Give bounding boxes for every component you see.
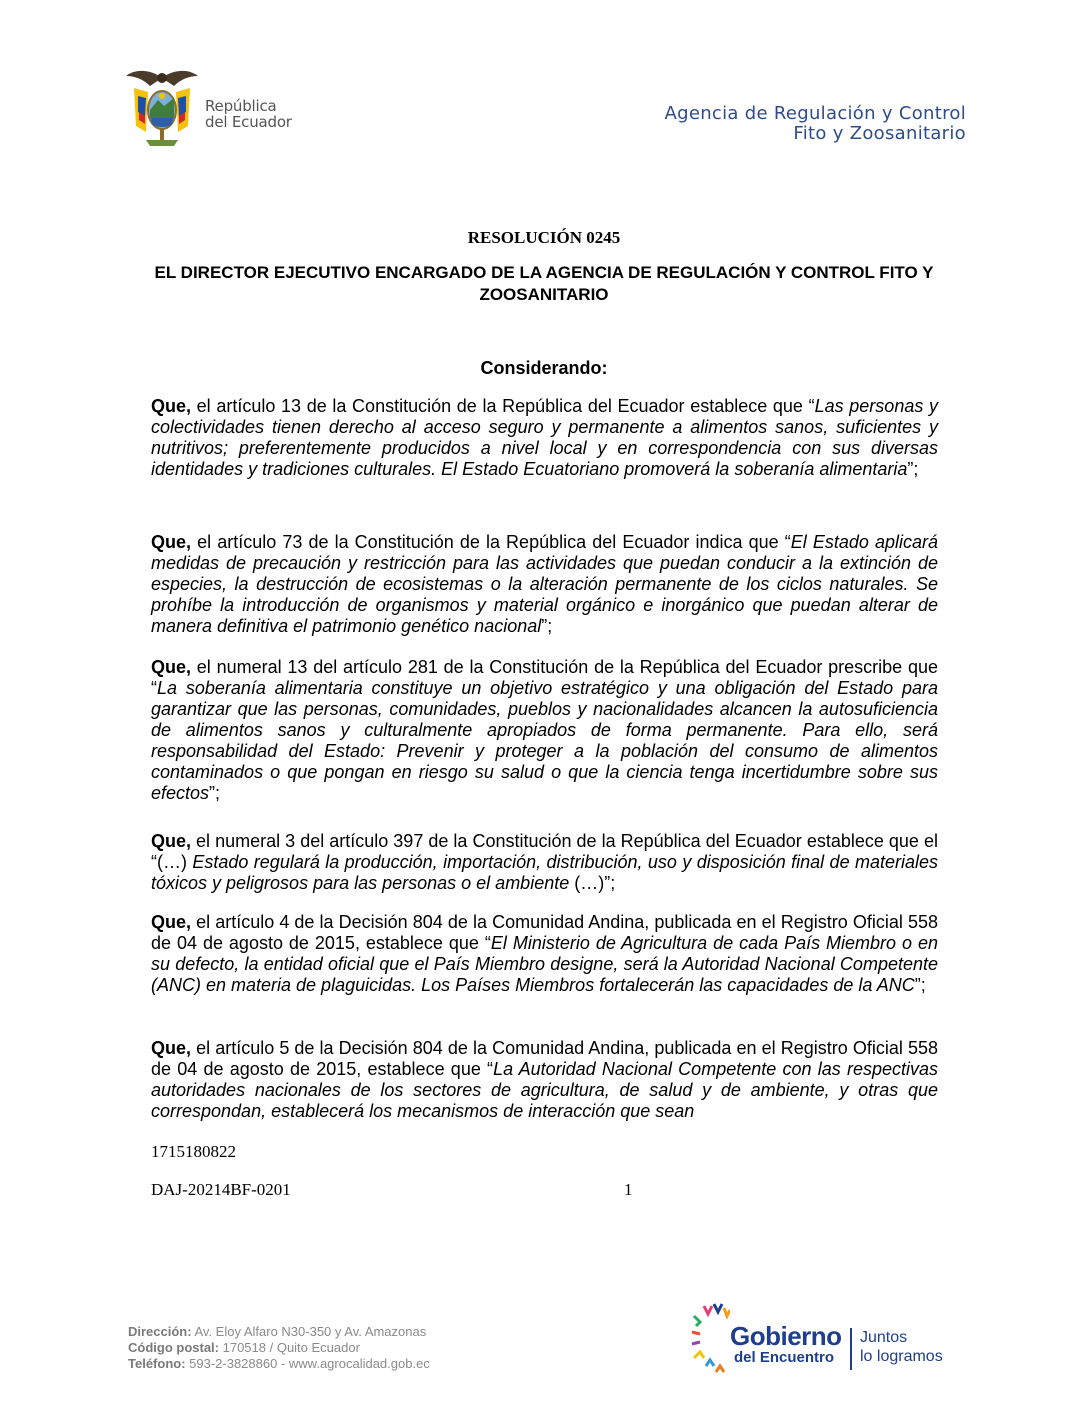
que-lead: Que,: [151, 657, 192, 677]
paragraph-text: el artículo 13 de la Constitución de la República del Ecuador establece que “: [191, 396, 815, 416]
republic-line2: del Ecuador: [205, 113, 292, 131]
paragraph-quote: El Estado aplicará medidas de precaución y restricción para las actividades que puedan conducir a la extinción de especies, la destrucción de ecosistemas o la alteración permanente de los ciclos naturales. Se prohíbe la introducción de organismos y material orgánico e inorgánico que puedan alterar de manera definitiva el patrimonio genético nacional: [151, 532, 938, 636]
paragraph-text: el artículo 4 de la Decisión 804 de la Comunidad Andina, publicada en el Registro Oficial 558 de 04 de agosto de 2015, establece que “: [151, 912, 938, 953]
paragraph-quote: Estado regulará la producción, importación, distribución, uso y disposición final de materiales tóxicos y peligrosos para las personas o el ambiente: [151, 852, 938, 893]
del-encuentro-word: del Encuentro: [734, 1349, 835, 1366]
que-lead: Que,: [151, 831, 192, 851]
gobierno-word: Gobierno: [730, 1321, 842, 1351]
gobierno-del-encuentro-logo: [690, 1302, 965, 1374]
footer-address: [128, 1324, 430, 1372]
postal-label: Código postal:: [128, 1340, 219, 1355]
paragraph-tail: ”;: [914, 975, 926, 995]
considerando-paragraph-6: [151, 1038, 938, 1122]
slogan: [860, 1328, 943, 1366]
paragraph-tail: (…)”;: [569, 873, 616, 893]
address-value: Av. Eloy Alfaro N30-350 y Av. Amazonas: [191, 1324, 427, 1339]
paragraph-tail: ”;: [209, 783, 221, 803]
paragraph-tail: ”;: [541, 616, 553, 636]
phone-line: [128, 1356, 430, 1372]
slogan-line1: Juntos: [860, 1329, 908, 1346]
paragraph-text: el numeral 13 del artículo 281 de la Constitución de la República del Ecuador prescribe que “: [151, 657, 938, 698]
logo-divider: [850, 1328, 852, 1370]
document-reference: DAJ-20214BF-0201: [151, 1180, 291, 1199]
agency-line2: Fito y Zoosanitario: [793, 123, 966, 144]
page-number: 1: [624, 1180, 633, 1199]
paragraph-text: el artículo 73 de la Constitución de la República del Ecuador indica que “: [191, 532, 791, 552]
paragraph-text: el artículo 5 de la Decisión 804 de la Comunidad Andina, publicada en el Registro Oficial 558 de 04 de agosto de 2015, establece que “: [151, 1038, 938, 1079]
address-line: [128, 1324, 430, 1340]
document-serial: 1715180822: [151, 1142, 236, 1161]
que-lead: Que,: [151, 396, 192, 416]
considerando-paragraph-4: [151, 831, 938, 894]
phone-value: 593-2-3828860 - www.agrocalidad.gob.ec: [185, 1356, 430, 1371]
que-lead: Que,: [151, 912, 192, 932]
considerando-paragraph-1: [151, 396, 938, 480]
document-body: [151, 0, 938, 1140]
considerando-paragraph-5: [151, 912, 938, 996]
address-label: Dirección:: [128, 1324, 192, 1339]
paragraph-text: el numeral 3 del artículo 397 de la Constitución de la República del Ecuador establece que el “(…): [151, 831, 938, 872]
slogan-line2: lo logramos: [860, 1348, 943, 1365]
considerando-heading: Considerando:: [480, 358, 608, 378]
paragraph-quote: La Autoridad Nacional Competente con las respectivas autoridades nacionales de los sectores de agricultura, de salud y de ambiente, y otras que correspondan, establecerá los mecanismos de interacción que sean: [151, 1059, 938, 1121]
director-heading: EL DIRECTOR EJECUTIVO ENCARGADO DE LA AGENCIA DE REGULACIÓN Y CONTROL FITO Y ZOOSANITARIO: [154, 263, 934, 304]
paragraph-quote: El Ministerio de Agricultura de cada País Miembro o en su defecto, la entidad oficial que el País Miembro designe, será la Autoridad Nacional Competente (ANC) en materia de plaguicidas. Los Países Miembros fortalecerán las capacidades de la ANC: [151, 933, 938, 995]
considerando-paragraph-3: [151, 657, 938, 804]
paragraph-tail: ”;: [907, 459, 919, 479]
phone-label: Teléfono:: [128, 1356, 186, 1371]
postal-line: [128, 1340, 430, 1356]
agency-line1: Agencia de Regulación y Control: [664, 103, 966, 124]
postal-value: 170518 / Quito Ecuador: [219, 1340, 360, 1355]
gobierno-sparkle-icon: [690, 1302, 730, 1374]
que-lead: Que,: [151, 532, 192, 552]
paragraph-quote: La soberanía alimentaria constituye un objetivo estratégico y una obligación del Estado para garantizar que las personas, comunidades, pueblos y nacionalidades alcancen la autosuficiencia de alimentos sanos y culturalmente apropiados de forma permanente. Para ello, será responsabilidad del Estado: Prevenir y proteger a la población del consumo de alimentos contaminados o que pongan en riesgo su salud o que la ciencia tenga incertidumbre sobre sus efectos: [151, 678, 938, 803]
paragraph-quote: Las personas y colectividades tienen derecho al acceso seguro y permanente a alimentos sanos, suficientes y nutritivos; preferentemente producidos a nivel local y en correspondencia con sus diversas identidades y tradiciones culturales. El Estado Ecuatoriano promoverá la soberanía alimentaria: [151, 396, 938, 479]
que-lead: Que,: [151, 1038, 192, 1058]
considerando-paragraph-2: [151, 532, 938, 637]
republic-line1: República: [205, 97, 277, 115]
resolution-title: RESOLUCIÓN 0245: [467, 228, 621, 247]
